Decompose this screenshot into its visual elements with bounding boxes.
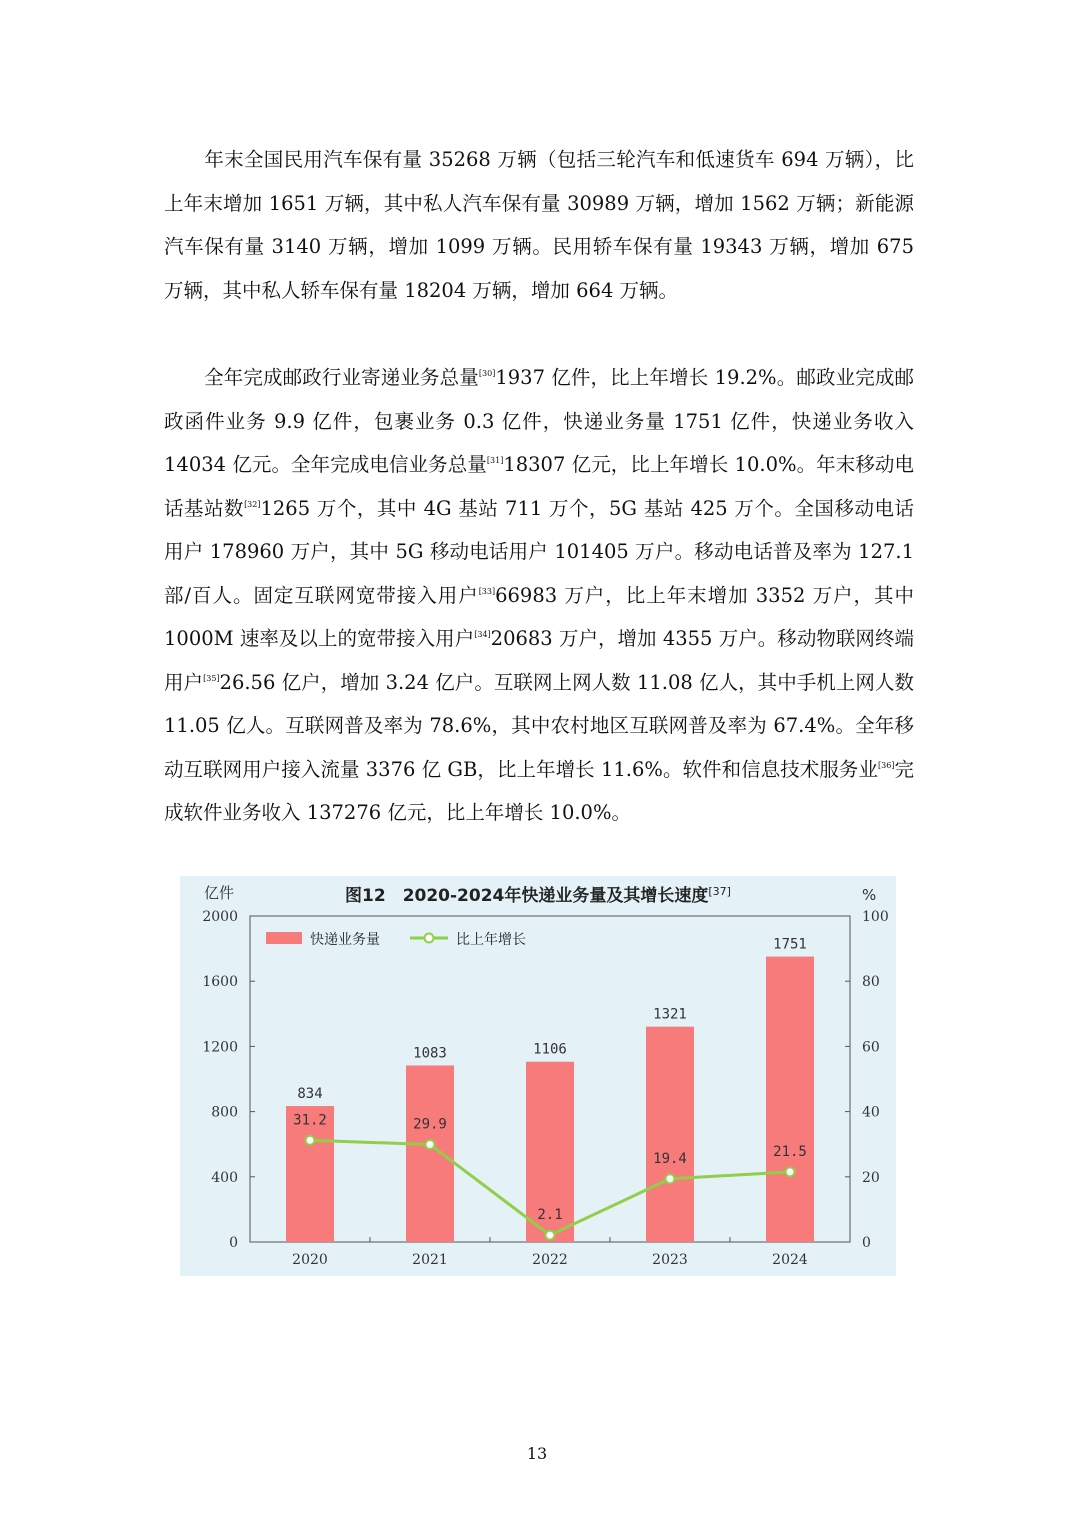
express-delivery-chart — [180, 876, 896, 1276]
page-number: 13 — [526, 1444, 548, 1463]
paragraph-postal-telecom — [164, 356, 914, 835]
right-tick-label: 20 — [862, 1169, 880, 1186]
growth-rate-point — [546, 1231, 555, 1240]
text-segment: 1937 亿件，比上年增长 19.2%。邮政业完成邮政函件业务 9.9 亿件，包裹业务 0.3 亿件，快递业务量 1751 亿件，快递业务收入 14034 亿元。全年完成电信业务总量 — [164, 366, 914, 476]
bar-express-volume — [646, 1027, 694, 1242]
x-tick-label: 2022 — [532, 1252, 568, 1268]
legend-marker-growth — [425, 934, 434, 943]
text-segment: 1265 万个，其中 4G 基站 711 万个，5G 基站 425 万个。全国移动电话用户 178960 万户，其中 5G 移动电话用户 101405 万户。移动电话普及率为 127.1 部/百人。固定互联网宽带接入用户 — [164, 496, 914, 607]
footnote-ref-30[interactable]: [30] — [478, 369, 496, 378]
left-tick-label: 0 — [229, 1235, 238, 1251]
left-tick-label: 400 — [211, 1169, 238, 1186]
footnote-ref-32[interactable]: [32] — [244, 499, 261, 509]
bar-value-label: 1321 — [653, 1006, 687, 1023]
footnote-ref-36[interactable]: [36] — [878, 760, 895, 770]
bar-value-label: 1751 — [773, 936, 807, 953]
legend-label-growth: 比上年增长 — [456, 932, 526, 948]
bar-value-label: 1106 — [533, 1041, 567, 1058]
footnote-ref-33[interactable]: [33] — [478, 586, 496, 596]
text-segment: 全年完成邮政行业寄递业务总量 — [204, 366, 479, 389]
right-tick-label: 0 — [862, 1235, 871, 1251]
legend-label-volume: 快递业务量 — [310, 932, 380, 948]
text-segment: 26.56 亿户，增加 3.24 亿户。互联网上网人数 11.08 亿人，其中手机上网人数 11.05 亿人。互联网普及率为 78.6%，其中农村地区互联网普及率为 67.4%。全年移动互联网用户接入流量 3376 亿 GB，比上年增长 11.6%。软件和信息技术服务业 — [164, 670, 914, 781]
footnote-ref-35[interactable]: [35] — [203, 673, 220, 683]
right-tick-label: 100 — [862, 909, 889, 925]
growth-rate-point — [666, 1174, 675, 1183]
x-tick-label: 2024 — [772, 1252, 808, 1268]
chart-title — [345, 885, 731, 906]
footnote-ref-34[interactable]: [34] — [474, 630, 491, 639]
left-tick-label: 2000 — [202, 909, 238, 925]
x-tick-label: 2020 — [292, 1252, 328, 1268]
growth-value-label: 29.9 — [413, 1116, 447, 1133]
text-segment: 20683 万户，增加 4355 万户。移动物联网终端用户 — [164, 627, 914, 694]
legend-swatch-volume — [266, 932, 302, 944]
bar-express-volume — [766, 957, 814, 1242]
chart-title-footnote[interactable]: [37] — [708, 885, 731, 898]
growth-value-label: 19.4 — [653, 1150, 687, 1167]
left-axis-unit: 亿件 — [204, 884, 235, 902]
growth-value-label: 21.5 — [773, 1143, 807, 1160]
x-tick-label: 2021 — [412, 1252, 448, 1268]
bar-express-volume — [406, 1065, 454, 1242]
text-segment: 66983 万户，比上年末增加 3352 万户，其中 1000M 速率及以上的宽带接入用户 — [164, 583, 914, 650]
growth-value-label: 2.1 — [537, 1207, 563, 1224]
x-tick-label: 2023 — [652, 1252, 688, 1268]
left-tick-label: 1600 — [202, 974, 238, 991]
text-segment: 18307 亿元，比上年增长 10.0%。年末移动电话基站数 — [164, 453, 914, 520]
bar-value-label: 1083 — [413, 1045, 447, 1062]
growth-rate-point — [426, 1140, 435, 1149]
growth-value-label: 31.2 — [293, 1112, 327, 1129]
text-segment: 完成软件业务收入 137276 亿元，比上年增长 10.0%。 — [164, 757, 914, 824]
left-tick-label: 1200 — [202, 1039, 238, 1056]
right-tick-label: 40 — [862, 1104, 880, 1121]
left-tick-label: 800 — [211, 1104, 238, 1121]
paragraph-vehicles-text: 年末全国民用汽车保有量 35268 万辆（包括三轮汽车和低速货车 694 万辆），比上年末增加 1651 万辆，其中私人汽车保有量 30989 万辆，增加 1562 万辆；新能源汽车保有量 3140 万辆，增加 1099 万辆。民用轿车保有量 19343 万辆，增加 675 万辆，其中私人轿车保有量 18204 万辆，增加 664 万辆。 — [164, 148, 914, 302]
paragraph-vehicles — [164, 138, 914, 312]
right-tick-label: 60 — [862, 1039, 880, 1056]
bar-value-label: 834 — [297, 1086, 323, 1103]
growth-rate-point — [786, 1167, 795, 1176]
growth-rate-point — [306, 1136, 315, 1145]
footnote-ref-31[interactable]: [31] — [486, 456, 504, 465]
chart-title-text: 图12 2020-2024年快递业务量及其增长速度 — [345, 886, 709, 906]
right-tick-label: 80 — [862, 974, 880, 991]
right-axis-unit: % — [862, 886, 877, 904]
